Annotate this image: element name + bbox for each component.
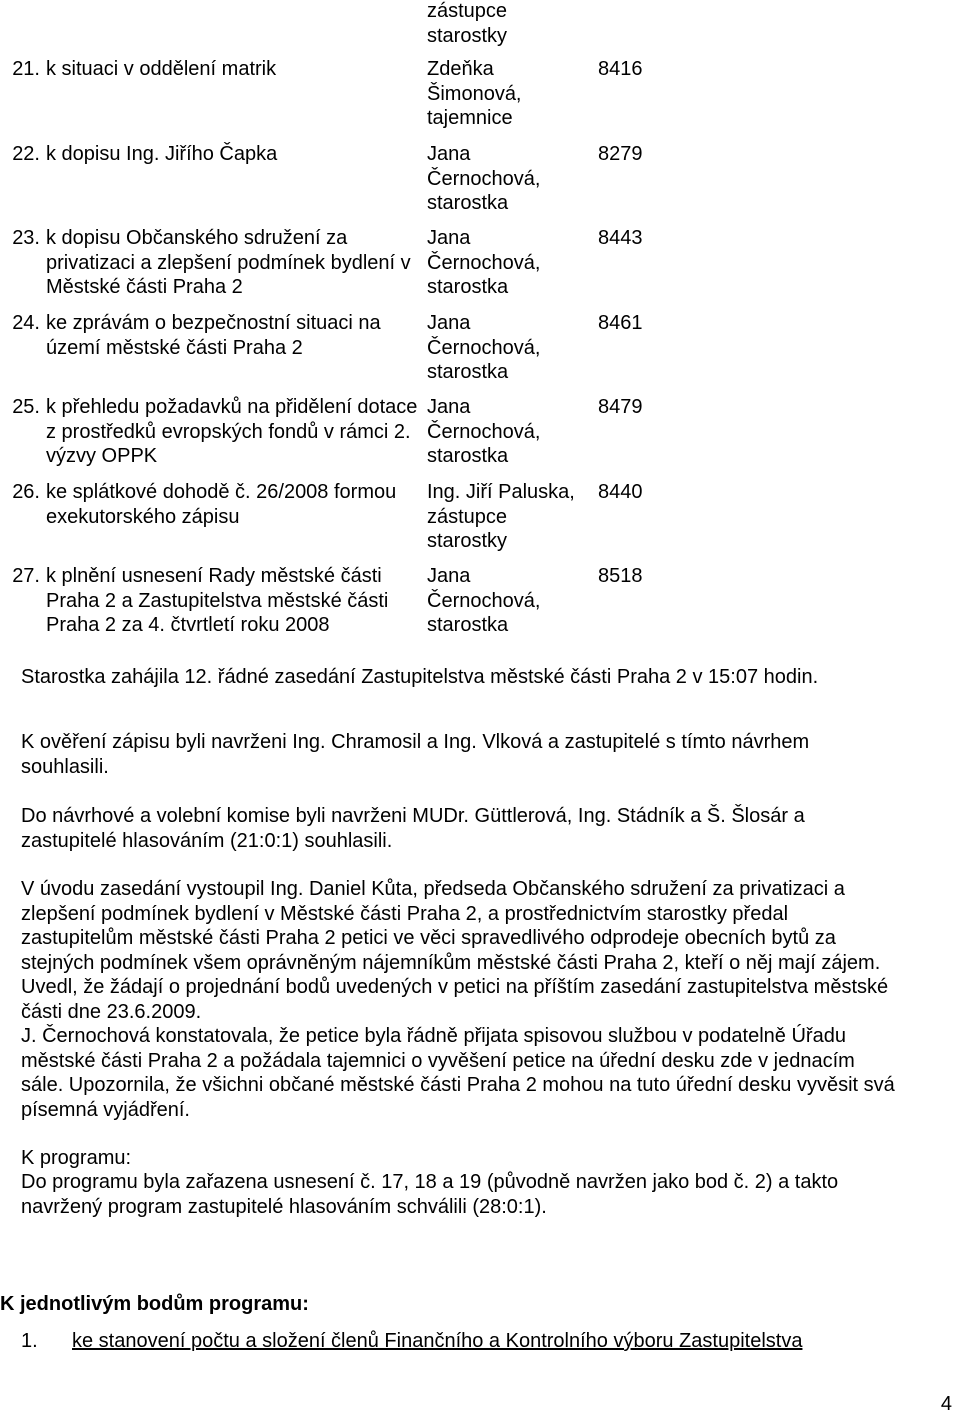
first-item-text: ke stanovení počtu a složení členů Finančního a Kontrolního výboru Zastupitelstva bbox=[72, 1330, 803, 1352]
verification-paragraph: K ověření zápisu byli navrženi Ing. Chramosil a Ing. Vlková a zastupitelé s tímto návrhem souhlasili. bbox=[21, 731, 810, 778]
agenda-title: k dopisu Občanského sdružení za privatizaci a zlepšení podmínek bydlení v Městské části Praha 2 bbox=[46, 227, 411, 298]
carry-over-presenter: zástupce starostky bbox=[427, 0, 508, 47]
agenda-title: ke splátkové dohodě č. 26/2008 formou exekutorského zápisu bbox=[46, 481, 397, 528]
agenda-presenter: Jana Černochová, starostka bbox=[427, 396, 541, 467]
program-paragraph: Do programu byla zařazena usnesení č. 17, 18 a 19 (původně navržen jako bod č. 2) a takto navržený program zastupitelé hlasováním schválili (28:0:1). bbox=[21, 1171, 839, 1218]
agenda-presenter: Zdeňka Šimonová, tajemnice bbox=[427, 58, 522, 129]
agenda-title: k plnění usnesení Rady městské části Praha 2 a Zastupitelstva městské části Praha 2 za 4. čtvrtletí roku 2008 bbox=[46, 565, 389, 636]
agenda-number: 24. bbox=[12, 312, 40, 334]
commission-paragraph: Do návrhové a volební komise byli navrženi MUDr. Güttlerová, Ing. Stádník a Š. Šlosár a zastupitelé hlasováním (21:0:1) souhlasili. bbox=[21, 805, 805, 852]
agenda-number: 27. bbox=[12, 565, 40, 587]
agenda-doc-number: 8279 bbox=[598, 143, 643, 165]
agenda-presenter: Ing. Jiří Paluska, zástupce starostky bbox=[427, 481, 575, 552]
agenda-title: k dopisu Ing. Jiřího Čapka bbox=[46, 143, 278, 165]
agenda-presenter: Jana Černochová, starostka bbox=[427, 312, 541, 383]
agenda-doc-number: 8416 bbox=[598, 58, 643, 80]
program-label: K programu: bbox=[21, 1147, 132, 1169]
agenda-doc-number: 8461 bbox=[598, 312, 643, 334]
opening-paragraph: Starostka zahájila 12. řádné zasedání Zastupitelstva městské části Praha 2 v 15:07 hodin. bbox=[21, 666, 819, 688]
agenda-presenter: Jana Černochová, starostka bbox=[427, 565, 541, 636]
agenda-presenter: Jana Černochová, starostka bbox=[427, 227, 541, 298]
agenda-number: 21. bbox=[12, 58, 40, 80]
agenda-title: k situaci v oddělení matrik bbox=[46, 58, 277, 80]
agenda-number: 22. bbox=[12, 143, 40, 165]
agenda-doc-number: 8443 bbox=[598, 227, 643, 249]
response-paragraph: J. Černochová konstatovala, že petice byla řádně přijata spisovou službou v podatelně Úřadu městské části Praha 2 a požádala tajemnici o vyvěšení petice na úřední desku zde v jednacím sále. Upozornila, že všichni občané městské části Praha 2 mohou na tuto úřední desku vyvěsit svá písemná vyjádření. bbox=[21, 1025, 895, 1121]
agenda-presenter: Jana Černochová, starostka bbox=[427, 143, 541, 214]
agenda-doc-number: 8518 bbox=[598, 565, 643, 587]
agenda-number: 23. bbox=[12, 227, 40, 249]
page-number: 4 bbox=[940, 1393, 952, 1415]
agenda-number: 26. bbox=[12, 481, 40, 503]
agenda-doc-number: 8479 bbox=[598, 396, 643, 418]
first-item-number: 1. bbox=[21, 1330, 38, 1352]
agenda-title: ke zprávám o bezpečnostní situaci na území městské části Praha 2 bbox=[46, 312, 381, 359]
agenda-number: 25. bbox=[12, 396, 40, 418]
section-heading: K jednotlivým bodům programu: bbox=[0, 1293, 309, 1315]
petition-paragraph: V úvodu zasedání vystoupil Ing. Daniel Kůta, předseda Občanského sdružení za privatizaci a zlepšení podmínek bydlení v Městské části Praha 2, a prostřednictvím starostky předal zastupitelům městské části Praha 2 petici ve věci spravedlivého odprodeje obecních bytů za stejných podmínek všem oprávněným nájemníkům městské části Praha 2, kteří o něj mají zájem. Uvedl, že žádají o projednání bodů uvedených v petici na příštím zasedání zastupitelstva městské části dne 23.6.2009. bbox=[21, 878, 889, 1023]
agenda-doc-number: 8440 bbox=[598, 481, 643, 503]
agenda-title: k přehledu požadavků na přidělení dotace z prostředků evropských fondů v rámci 2. výzvy OPPK bbox=[46, 396, 418, 467]
